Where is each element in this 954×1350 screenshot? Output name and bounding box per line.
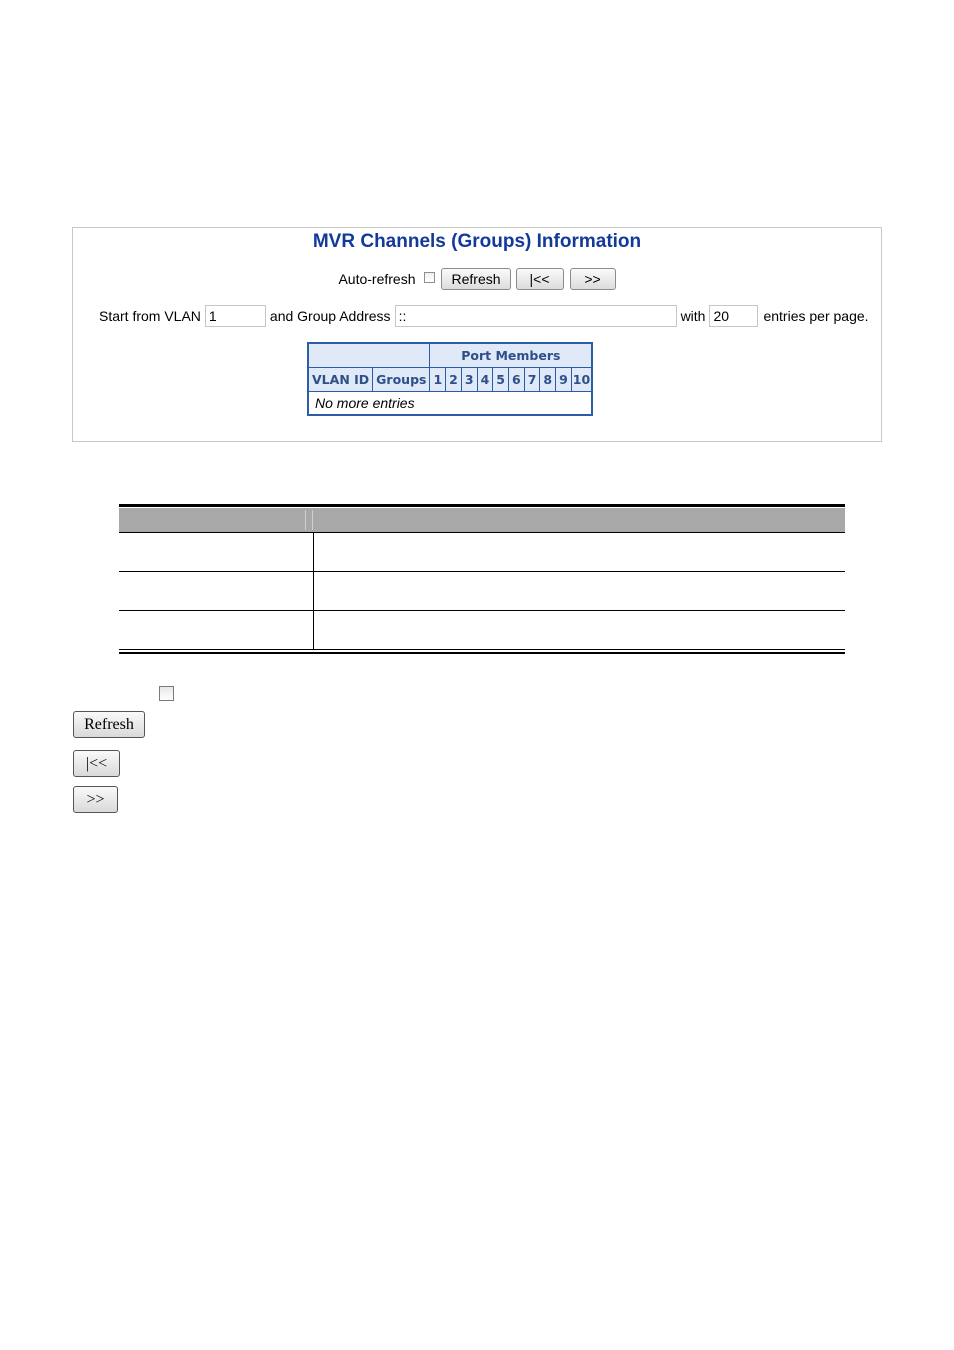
port-header: 5 bbox=[493, 368, 509, 392]
port-header: 2 bbox=[446, 368, 462, 392]
port-header: 10 bbox=[571, 368, 592, 392]
table-top-rule bbox=[119, 504, 845, 507]
empty-entries-text: No more entries bbox=[315, 395, 415, 411]
start-vlan-label: Start from VLAN bbox=[99, 308, 201, 324]
legend-first-page-button[interactable]: |<< bbox=[73, 750, 120, 777]
port-members-header: Port Members bbox=[430, 343, 592, 368]
entries-per-page-label: entries per page. bbox=[763, 308, 869, 324]
page-title: MVR Channels (Groups) Information bbox=[312, 231, 642, 252]
start-vlan-input[interactable] bbox=[205, 305, 266, 327]
table-row-rule bbox=[119, 532, 845, 533]
port-header: 9 bbox=[556, 368, 572, 392]
port-header: 7 bbox=[524, 368, 540, 392]
table-row-rule bbox=[119, 610, 845, 611]
legend-refresh-button[interactable]: Refresh bbox=[73, 711, 145, 738]
auto-refresh-checkbox[interactable] bbox=[424, 272, 435, 283]
first-page-button[interactable]: |<< bbox=[516, 268, 564, 290]
group-address-label: and Group Address bbox=[269, 308, 391, 324]
table-bottom-rule bbox=[119, 652, 845, 654]
description-table-header bbox=[119, 508, 845, 532]
table-bottom-rule bbox=[119, 649, 845, 650]
legend-next-page-button[interactable]: >> bbox=[73, 786, 118, 813]
header-separator bbox=[305, 510, 306, 530]
refresh-button[interactable]: Refresh bbox=[441, 268, 511, 290]
blank-header bbox=[308, 343, 430, 368]
port-header: 4 bbox=[477, 368, 493, 392]
filter-row bbox=[99, 305, 869, 327]
next-page-button[interactable]: >> bbox=[570, 268, 616, 290]
table-row-rule bbox=[119, 571, 845, 572]
port-header: 6 bbox=[508, 368, 524, 392]
group-address-input[interactable] bbox=[395, 305, 677, 327]
port-header: 1 bbox=[430, 368, 446, 392]
mvr-channels-panel bbox=[72, 227, 882, 442]
port-header: 3 bbox=[461, 368, 477, 392]
header-separator bbox=[312, 510, 313, 530]
column-divider bbox=[313, 532, 314, 650]
port-header: 8 bbox=[540, 368, 556, 392]
with-label: with bbox=[680, 308, 706, 324]
groups-header: Groups bbox=[373, 368, 430, 392]
entries-per-page-input[interactable] bbox=[709, 305, 758, 327]
legend-auto-refresh-checkbox[interactable] bbox=[159, 686, 174, 701]
vlan-id-header: VLAN ID bbox=[308, 368, 373, 392]
mvr-groups-table bbox=[307, 342, 593, 416]
control-row bbox=[73, 267, 881, 291]
auto-refresh-label: Auto-refresh bbox=[338, 271, 416, 287]
